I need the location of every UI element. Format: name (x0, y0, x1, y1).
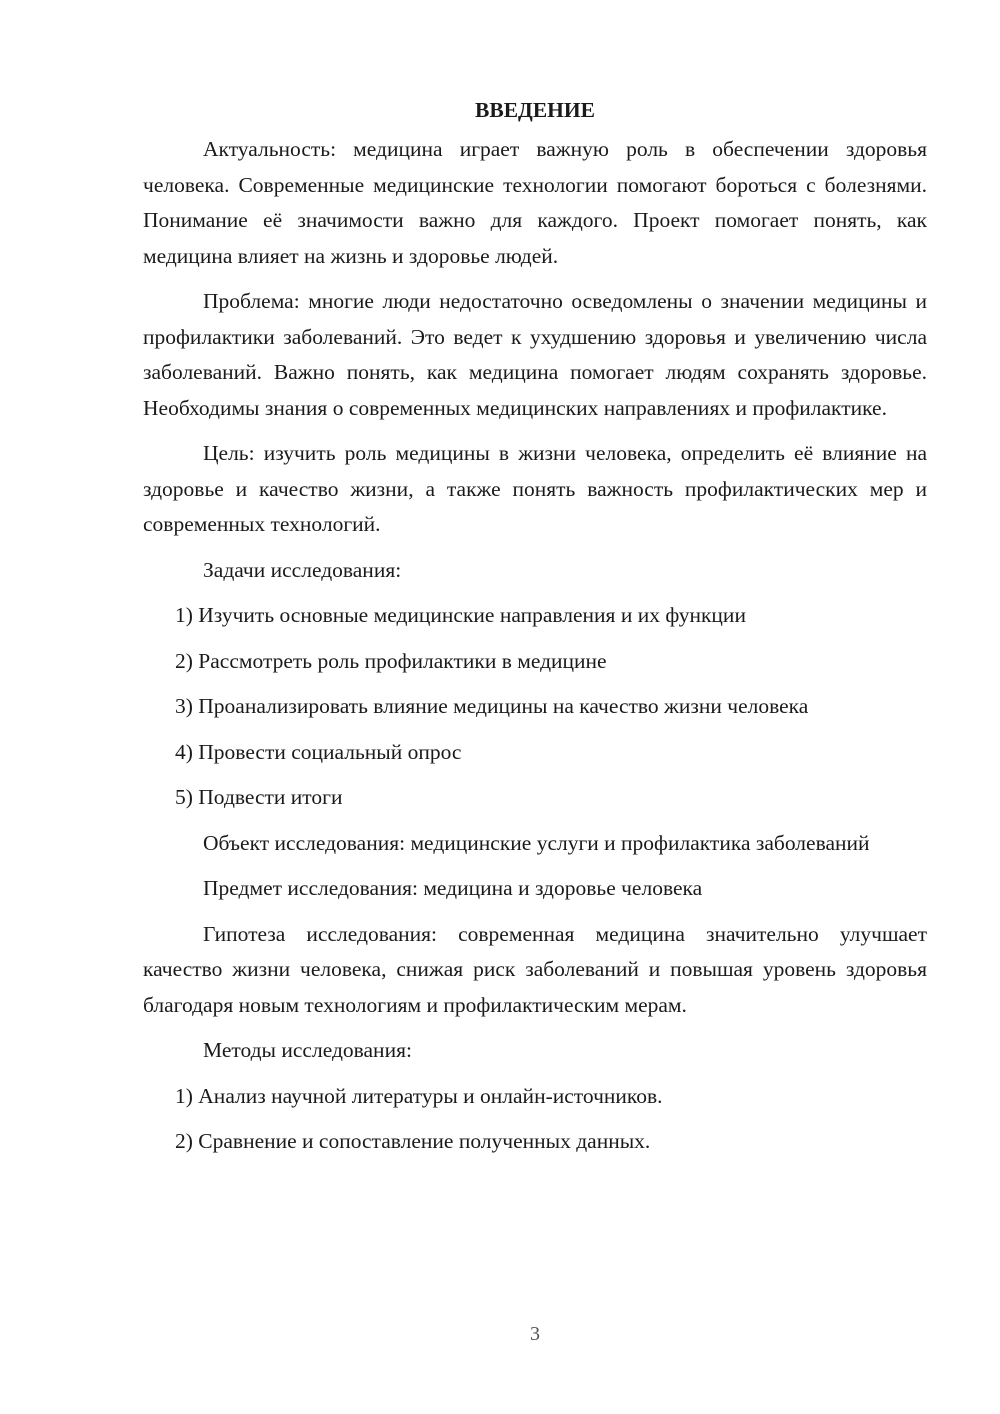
list-item: 3) Проанализировать влияние медицины на качество жизни человека (175, 694, 809, 718)
tasks-list (143, 598, 927, 816)
tasks-heading: Задачи исследования: (203, 557, 402, 582)
list-item: 4) Провести социальный опрос (175, 739, 462, 764)
page-title: ВВЕДЕНИЕ (475, 98, 595, 122)
list-item: 2) Сравнение и сопоставление полученных данных. (175, 1129, 651, 1153)
hypothesis-paragraph: Гипотеза исследования: современная медицина значительно улучшает качество жизни человека, снижая риск заболеваний и повышая уровень здоровья благодаря новым технологиям и профилактическим мерам. (143, 921, 927, 1017)
subject-paragraph: Предмет исследования: медицина и здоровье человека (203, 876, 703, 900)
methods-list (143, 1079, 927, 1160)
list-item: 1) Изучить основные медицинские направления и их функции (175, 603, 746, 627)
goal-paragraph: Цель: изучить роль медицины в жизни человека, определить её влияние на здоровье и качество жизни, а также понять важность профилактических мер и современных технологий. (143, 441, 927, 536)
document-page (143, 92, 927, 1170)
object-paragraph: Объект исследования: медицинские услуги и профилактика заболеваний (203, 830, 870, 855)
relevance-paragraph: Актуальность: медицина играет важную роль в обеспечении здоровья человека. Современные медицинские технологии помогают бороться с болезнями. Понимание её значимости важно для каждого. Проект помогает понять, как медицина влияет на жизнь и здоровье людей. (143, 137, 927, 268)
list-item: 5) Подвести итоги (175, 785, 343, 809)
page-number: 3 (530, 1323, 540, 1345)
methods-heading: Методы исследования: (203, 1038, 412, 1062)
list-item: 2) Рассмотреть роль профилактики в медицине (175, 648, 607, 673)
list-item: 1) Анализ научной литературы и онлайн-источников. (175, 1083, 663, 1108)
problem-paragraph: Проблема: многие люди недостаточно осведомлены о значении медицины и профилактики заболеваний. Это ведет к ухудшению здоровья и увеличению числа заболеваний. Важно понять, как медицина помогает людям сохранять здоровье. Необходимы знания о современных медицинских направлениях и профилактике. (143, 289, 927, 420)
